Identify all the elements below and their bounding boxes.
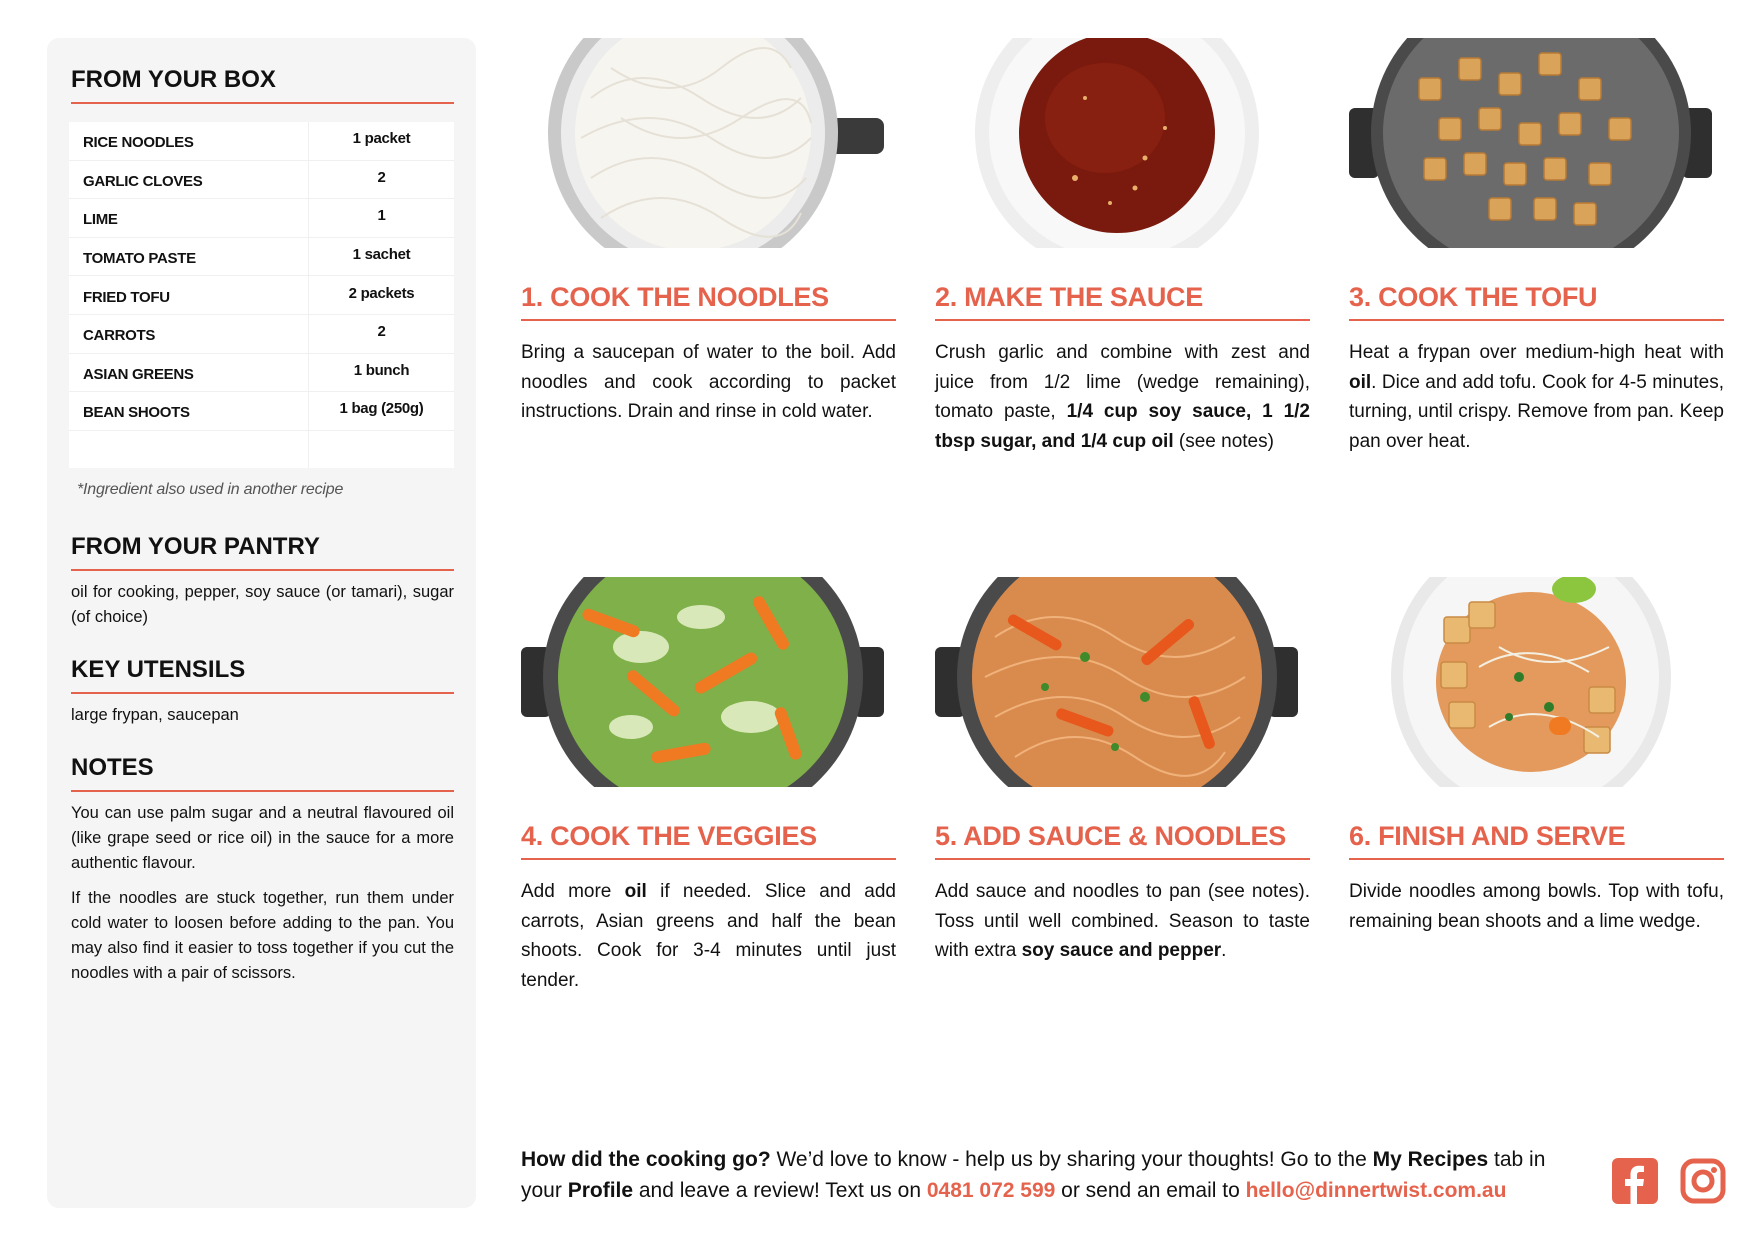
- ingredient-name: BEAN SHOOTS: [69, 392, 309, 430]
- ingredients-sidebar: [47, 38, 476, 1208]
- ingredient-qty: 2: [377, 323, 386, 341]
- step-5: [935, 577, 1310, 966]
- step-text: Divide noodles among bowls. Top with tofu, remaining bean shoots and a lime wedge.: [1349, 881, 1724, 932]
- step-1: [521, 38, 896, 427]
- ingredient-qty-empty: [309, 447, 454, 451]
- utensils-section: [69, 656, 454, 728]
- step-title: 4. COOK THE VEGGIES: [521, 821, 896, 860]
- feedback-question: How did the cooking go?: [521, 1148, 771, 1171]
- ingredient-name: RICE NOODLES: [69, 122, 309, 160]
- pantry-section: [69, 533, 454, 630]
- ingredient-name: CARROTS: [69, 315, 309, 353]
- pantry-heading: FROM YOUR PANTRY: [71, 533, 454, 571]
- from-box-heading: FROM YOUR BOX: [71, 66, 454, 104]
- ingredient-row: [69, 122, 454, 161]
- ingredient-name: GARLIC CLOVES: [69, 161, 309, 199]
- step-text: Heat a frypan over medium-high heat with oil. Dice and add tofu. Cook for 4-5 minutes, turning, until crispy. Remove from pan. Keep pan over heat.: [1349, 342, 1724, 452]
- note-paragraph: If the noodles are stuck together, run them under cold water to loosen before adding to the pan. You may also find it easier to toss together if you cut the noodles with a pair of scissors.: [71, 888, 454, 982]
- pantry-text: oil for cooking, pepper, soy sauce (or tamari), sugar (of choice): [71, 582, 454, 626]
- ingredient-name: TOMATO PASTE: [69, 238, 309, 276]
- ingredient-row: [69, 199, 454, 238]
- ingredient-row-empty: [69, 431, 454, 468]
- ingredient-name-empty: [69, 431, 309, 468]
- sauce-bowl-photo: [935, 38, 1298, 248]
- ingredient-qty: 1: [377, 207, 386, 225]
- noodles-sauce-frypan-photo: [935, 577, 1298, 787]
- finished-bowl-photo: [1349, 577, 1712, 787]
- ingredient-row: [69, 392, 454, 431]
- ingredient-row: [69, 354, 454, 393]
- step-text: Crush garlic and combine with zest and juice from 1/2 lime (wedge remaining), tomato paste, 1/4 cup soy sauce, 1 1/2 tbsp sugar, and 1/4 cup oil (see notes): [935, 342, 1310, 452]
- ingredient-qty: 1 sachet: [352, 246, 411, 264]
- utensils-text: large frypan, saucepan: [71, 705, 239, 724]
- ingredient-qty: 1 packet: [352, 130, 411, 148]
- ingredient-name: ASIAN GREENS: [69, 354, 309, 392]
- utensils-heading: KEY UTENSILS: [71, 656, 454, 694]
- ingredient-qty: 1 bag (250g): [339, 400, 424, 418]
- step-2: [935, 38, 1310, 456]
- step-text: Add more oil if needed. Slice and add carrots, Asian greens and half the bean shoots. Cook for 3-4 minutes until just tender.: [521, 881, 896, 991]
- ingredient-qty: 1 bunch: [353, 361, 410, 379]
- notes-section: [69, 754, 454, 986]
- ingredient-row: [69, 276, 454, 315]
- step-title: 2. MAKE THE SAUCE: [935, 282, 1310, 321]
- instagram-icon[interactable]: [1680, 1158, 1726, 1204]
- ingredient-name: FRIED TOFU: [69, 276, 309, 314]
- step-title: 6. FINISH AND SERVE: [1349, 821, 1724, 860]
- ingredient-qty: 2: [377, 168, 386, 186]
- step-3: [1349, 38, 1724, 456]
- step-text: Bring a saucepan of water to the boil. Add noodles and cook according to packet instructions. Drain and rinse in cold water.: [521, 342, 896, 422]
- step-title: 3. COOK THE TOFU: [1349, 282, 1724, 321]
- step-6: [1349, 577, 1724, 936]
- step-title: 1. COOK THE NOODLES: [521, 282, 896, 321]
- tofu-frypan-photo: [1349, 38, 1712, 248]
- ingredient-row: [69, 238, 454, 277]
- veggies-frypan-photo: [521, 577, 884, 787]
- step-title: 5. ADD SAUCE & NOODLES: [935, 821, 1310, 860]
- ingredient-name: LIME: [69, 199, 309, 237]
- ingredient-row: [69, 161, 454, 200]
- ingredient-row: [69, 315, 454, 354]
- email-link[interactable]: hello@dinnertwist.com.au: [1245, 1179, 1507, 1202]
- step-4: [521, 577, 896, 995]
- ingredients-table: [69, 122, 454, 468]
- ingredient-qty: 2 packets: [348, 284, 415, 302]
- step-text: Add sauce and noodles to pan (see notes). Toss until well combined. Season to taste with extra soy sauce and pepper.: [935, 881, 1310, 961]
- ingredient-footnote: *Ingredient also used in another recipe: [77, 480, 344, 498]
- note-paragraph: You can use palm sugar and a neutral flavoured oil (like grape seed or rice oil) in the sauce for a more authentic flavour.: [71, 803, 454, 872]
- noodles-pot-photo: [521, 38, 884, 248]
- feedback-footer: How did the cooking go? We’d love to know - help us by sharing your thoughts! Go to the My Recipes tab in your Profile and leave a review! Text us on 0481 072 599 or send an email to hello@dinnertwist.com.au: [521, 1148, 1546, 1202]
- notes-heading: NOTES: [71, 754, 454, 792]
- phone-link[interactable]: 0481 072 599: [926, 1179, 1056, 1202]
- facebook-icon[interactable]: [1612, 1158, 1658, 1204]
